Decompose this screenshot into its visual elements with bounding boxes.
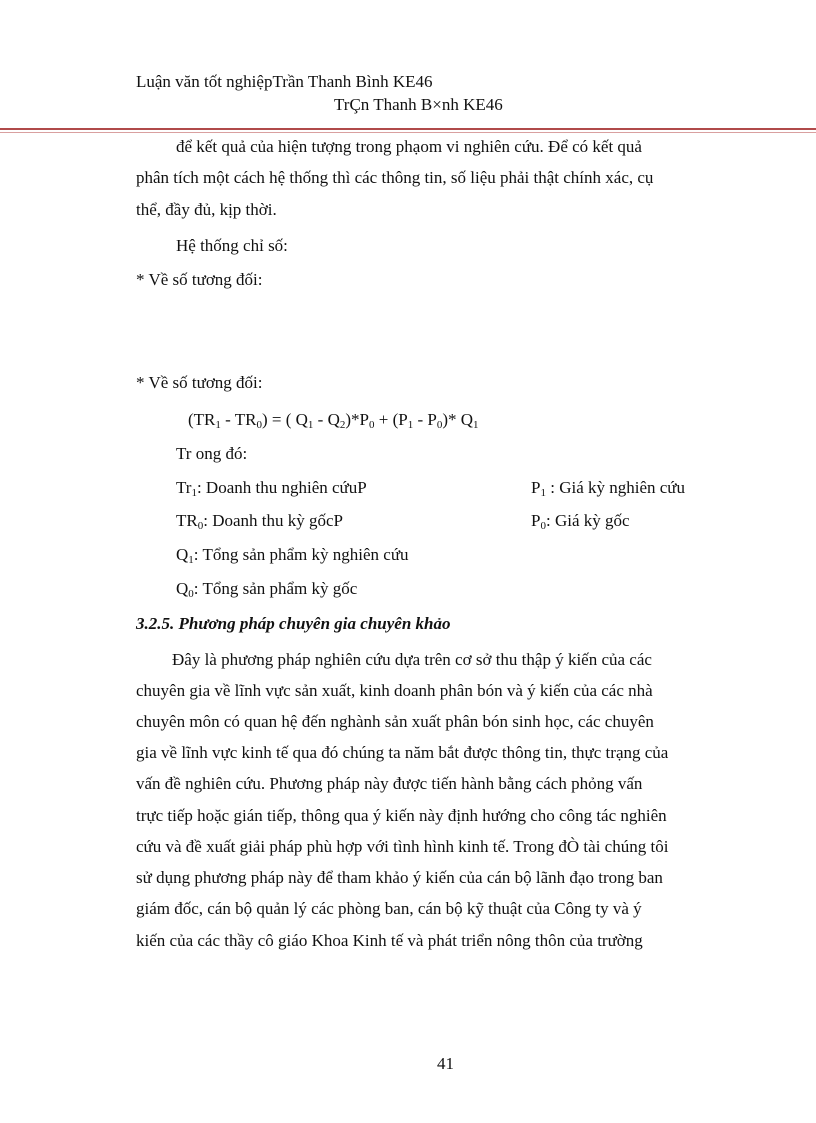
body-line-8: sử dụng phương pháp này để tham khảo ý kiến của cán bộ lãnh đạo trong ban	[136, 868, 663, 887]
intro-line-3: thể, đầy đủ, kịp thời.	[136, 200, 277, 219]
relative-label-2: * Về số tương đối:	[136, 373, 263, 392]
where-label: Tr ong đó:	[176, 444, 248, 463]
definition-tr0: $TR_0$: Doanh thu kỳ gốcP	[176, 511, 344, 532]
intro-line-1: để kết quả của hiện tượng trong phạom vi nghiên cứu. Để có kết quả	[176, 137, 642, 156]
definition-p1: $P_1$ : Giá kỳ nghiên cứu	[531, 478, 686, 499]
body-line-5: vấn đề nghiên cứu. Phương pháp này được tiến hành bằng cách phỏng vấn	[136, 774, 643, 793]
section-heading: 3.2.5. Phương pháp chuyên gia chuyên khảo	[136, 614, 451, 633]
definition-q1: $Q_1$: Tổng sản phẩm kỳ nghiên cứu	[176, 545, 409, 566]
header-rule	[0, 128, 816, 130]
running-header-line-1: Luận văn tốt nghiệpTrần Thanh Bình KE46	[136, 72, 433, 91]
body-line-9: giám đốc, cán bộ quản lý các phòng ban, cán bộ kỹ thuật của Công ty và ý	[136, 899, 642, 918]
body-line-4: gia về lĩnh vực kinh tế qua đó chúng ta năm bắt được thông tin, thực trạng của	[136, 743, 669, 762]
definition-tr1: $Tr_1$: Doanh thu nghiên cứuP	[176, 478, 367, 499]
indices-label: Hệ thống chỉ số:	[176, 236, 288, 255]
formula: $(TR_1 - TR_0)$ = ( $Q_1 - Q_2)*P_0 + (P_1 - P_0)*$ $Q_1$	[188, 410, 479, 431]
body-line-10: kiến của các thầy cô giáo Khoa Kinh tế và phát triển nông thôn của trường	[136, 931, 643, 950]
body-line-3: chuyên môn có quan hệ đến nghành sản xuất phân bón sinh học, các chuyên	[136, 712, 654, 731]
relative-label-1: * Về số tương đối:	[136, 270, 263, 289]
running-header-line-2: TrÇn Thanh B×nh KE46	[334, 95, 503, 114]
body-line-1: Đây là phương pháp nghiên cứu dựa trên cơ sở thu thập ý kiến của các	[172, 650, 652, 669]
body-line-7: cứu và đề xuất giải pháp phù hợp với tình hình kinh tế. Trong đÒ tài chúng tôi	[136, 837, 669, 856]
intro-line-2: phân tích một cách hệ thống thì các thông tin, số liệu phải thật chính xác, cụ	[136, 168, 654, 187]
page-number: 41	[437, 1054, 454, 1073]
body-line-2: chuyên gia về lĩnh vực sản xuất, kinh doanh phân bón và ý kiến của các nhà	[136, 681, 653, 700]
header-rule-thin	[0, 132, 816, 133]
body-line-6: trực tiếp hoặc gián tiếp, thông qua ý kiến này định hướng cho công tác nghiên	[136, 806, 667, 825]
definition-p0: $P_0$: Giá kỳ gốc	[531, 511, 630, 532]
definition-q0: $Q_0$: Tổng sản phẩm kỳ gốc	[176, 579, 358, 600]
